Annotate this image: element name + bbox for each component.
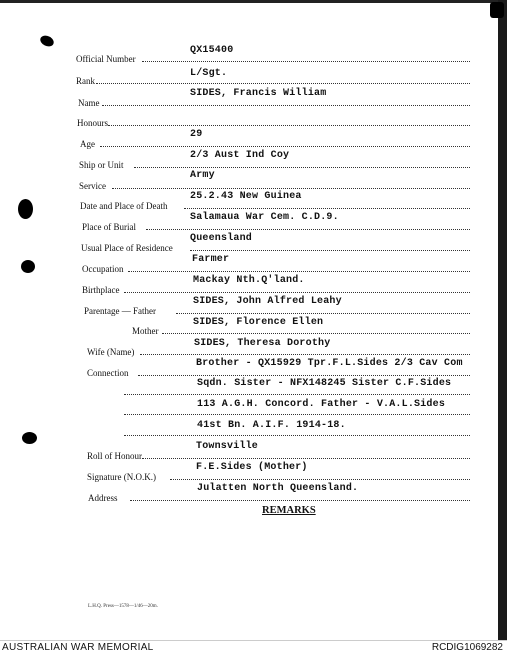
field-rule bbox=[176, 313, 470, 314]
field-value: SIDES, John Alfred Leahy bbox=[193, 296, 342, 307]
field-rule bbox=[138, 375, 470, 376]
field-value: L/Sgt. bbox=[190, 68, 228, 79]
field-label: Name bbox=[78, 98, 100, 108]
field-value: SIDES, Francis William bbox=[190, 88, 327, 99]
field-value: Sqdn. Sister - NFX148245 Sister C.F.Sides bbox=[197, 378, 452, 389]
field-value: F.E.Sides (Mother) bbox=[196, 462, 308, 473]
field-value: Army bbox=[190, 170, 215, 181]
punch-hole-mark bbox=[39, 34, 56, 49]
field-rule bbox=[108, 125, 470, 126]
field-label: Rank bbox=[76, 76, 95, 86]
field-label: Birthplace bbox=[82, 285, 120, 295]
field-label: Mother bbox=[132, 326, 159, 336]
field-label: Parentage — Father bbox=[84, 306, 156, 316]
field-value: SIDES, Florence Ellen bbox=[193, 317, 324, 328]
field-label: Usual Place of Residence bbox=[81, 243, 173, 253]
field-label: Connection bbox=[87, 368, 129, 378]
field-label: Honours bbox=[77, 118, 108, 128]
field-rule bbox=[124, 414, 470, 415]
field-rule bbox=[112, 188, 470, 189]
field-value: Brother - QX15929 Tpr.F.L.Sides 2/3 Cav Com bbox=[196, 358, 463, 369]
field-label: Date and Place of Death bbox=[80, 201, 168, 211]
field-rule bbox=[142, 61, 470, 62]
field-value: Salamaua War Cem. C.D.9. bbox=[190, 212, 339, 223]
scan-edge-top bbox=[0, 0, 507, 3]
field-rule bbox=[162, 333, 470, 334]
field-label: Occupation bbox=[82, 264, 124, 274]
field-label: Signature (N.O.K.) bbox=[87, 472, 156, 482]
field-label: Service bbox=[79, 181, 106, 191]
field-value: 2/3 Aust Ind Coy bbox=[190, 150, 290, 161]
punch-hole-mark bbox=[18, 199, 33, 219]
field-rule bbox=[184, 208, 470, 209]
field-rule bbox=[128, 271, 470, 272]
field-rule bbox=[190, 250, 470, 251]
field-rule bbox=[102, 105, 470, 106]
field-value: 29 bbox=[190, 129, 203, 140]
field-rule bbox=[142, 458, 470, 459]
footer-reference-id: RCDIG1069282 bbox=[431, 642, 503, 653]
field-label: Official Number bbox=[76, 54, 136, 64]
field-label: Roll of Honour bbox=[87, 451, 142, 461]
field-label: Wife (Name) bbox=[87, 347, 135, 357]
scan-edge-right bbox=[498, 0, 507, 640]
field-rule bbox=[130, 500, 470, 501]
field-rule bbox=[170, 479, 470, 480]
field-value: QX15400 bbox=[190, 45, 234, 56]
field-label: Ship or Unit bbox=[79, 160, 124, 170]
field-value: Mackay Nth.Q'land. bbox=[193, 275, 305, 286]
field-value: Townsville bbox=[196, 441, 259, 452]
field-rule bbox=[146, 229, 470, 230]
field-rule bbox=[96, 83, 470, 84]
field-rule bbox=[140, 354, 470, 355]
remarks-heading: REMARKS bbox=[262, 505, 316, 516]
field-value: 113 A.G.H. Concord. Father - V.A.L.Sides bbox=[197, 399, 446, 410]
field-value: Julatten North Queensland. bbox=[197, 483, 359, 494]
field-label: Address bbox=[88, 493, 118, 503]
field-value: 25.2.43 New Guinea bbox=[190, 191, 302, 202]
punch-hole-mark bbox=[21, 260, 35, 273]
field-rule bbox=[134, 167, 470, 168]
field-rule bbox=[124, 292, 470, 293]
field-rule bbox=[124, 435, 470, 436]
field-value: Farmer bbox=[192, 254, 230, 265]
corner-mark bbox=[490, 2, 504, 18]
field-label: Place of Burial bbox=[82, 222, 136, 232]
field-value: SIDES, Theresa Dorothy bbox=[194, 338, 331, 349]
footer-institution: AUSTRALIAN WAR MEMORIAL bbox=[2, 642, 154, 653]
field-rule bbox=[124, 394, 470, 395]
field-value: 41st Bn. A.I.F. 1914-18. bbox=[197, 420, 346, 431]
field-label: Age bbox=[80, 139, 95, 149]
archive-footer bbox=[0, 640, 507, 655]
field-value: Queensland bbox=[190, 233, 253, 244]
printer-imprint: L.H.Q. Press—1578—1/46—20m. bbox=[88, 604, 158, 609]
punch-hole-mark bbox=[22, 432, 37, 444]
field-rule bbox=[100, 146, 470, 147]
